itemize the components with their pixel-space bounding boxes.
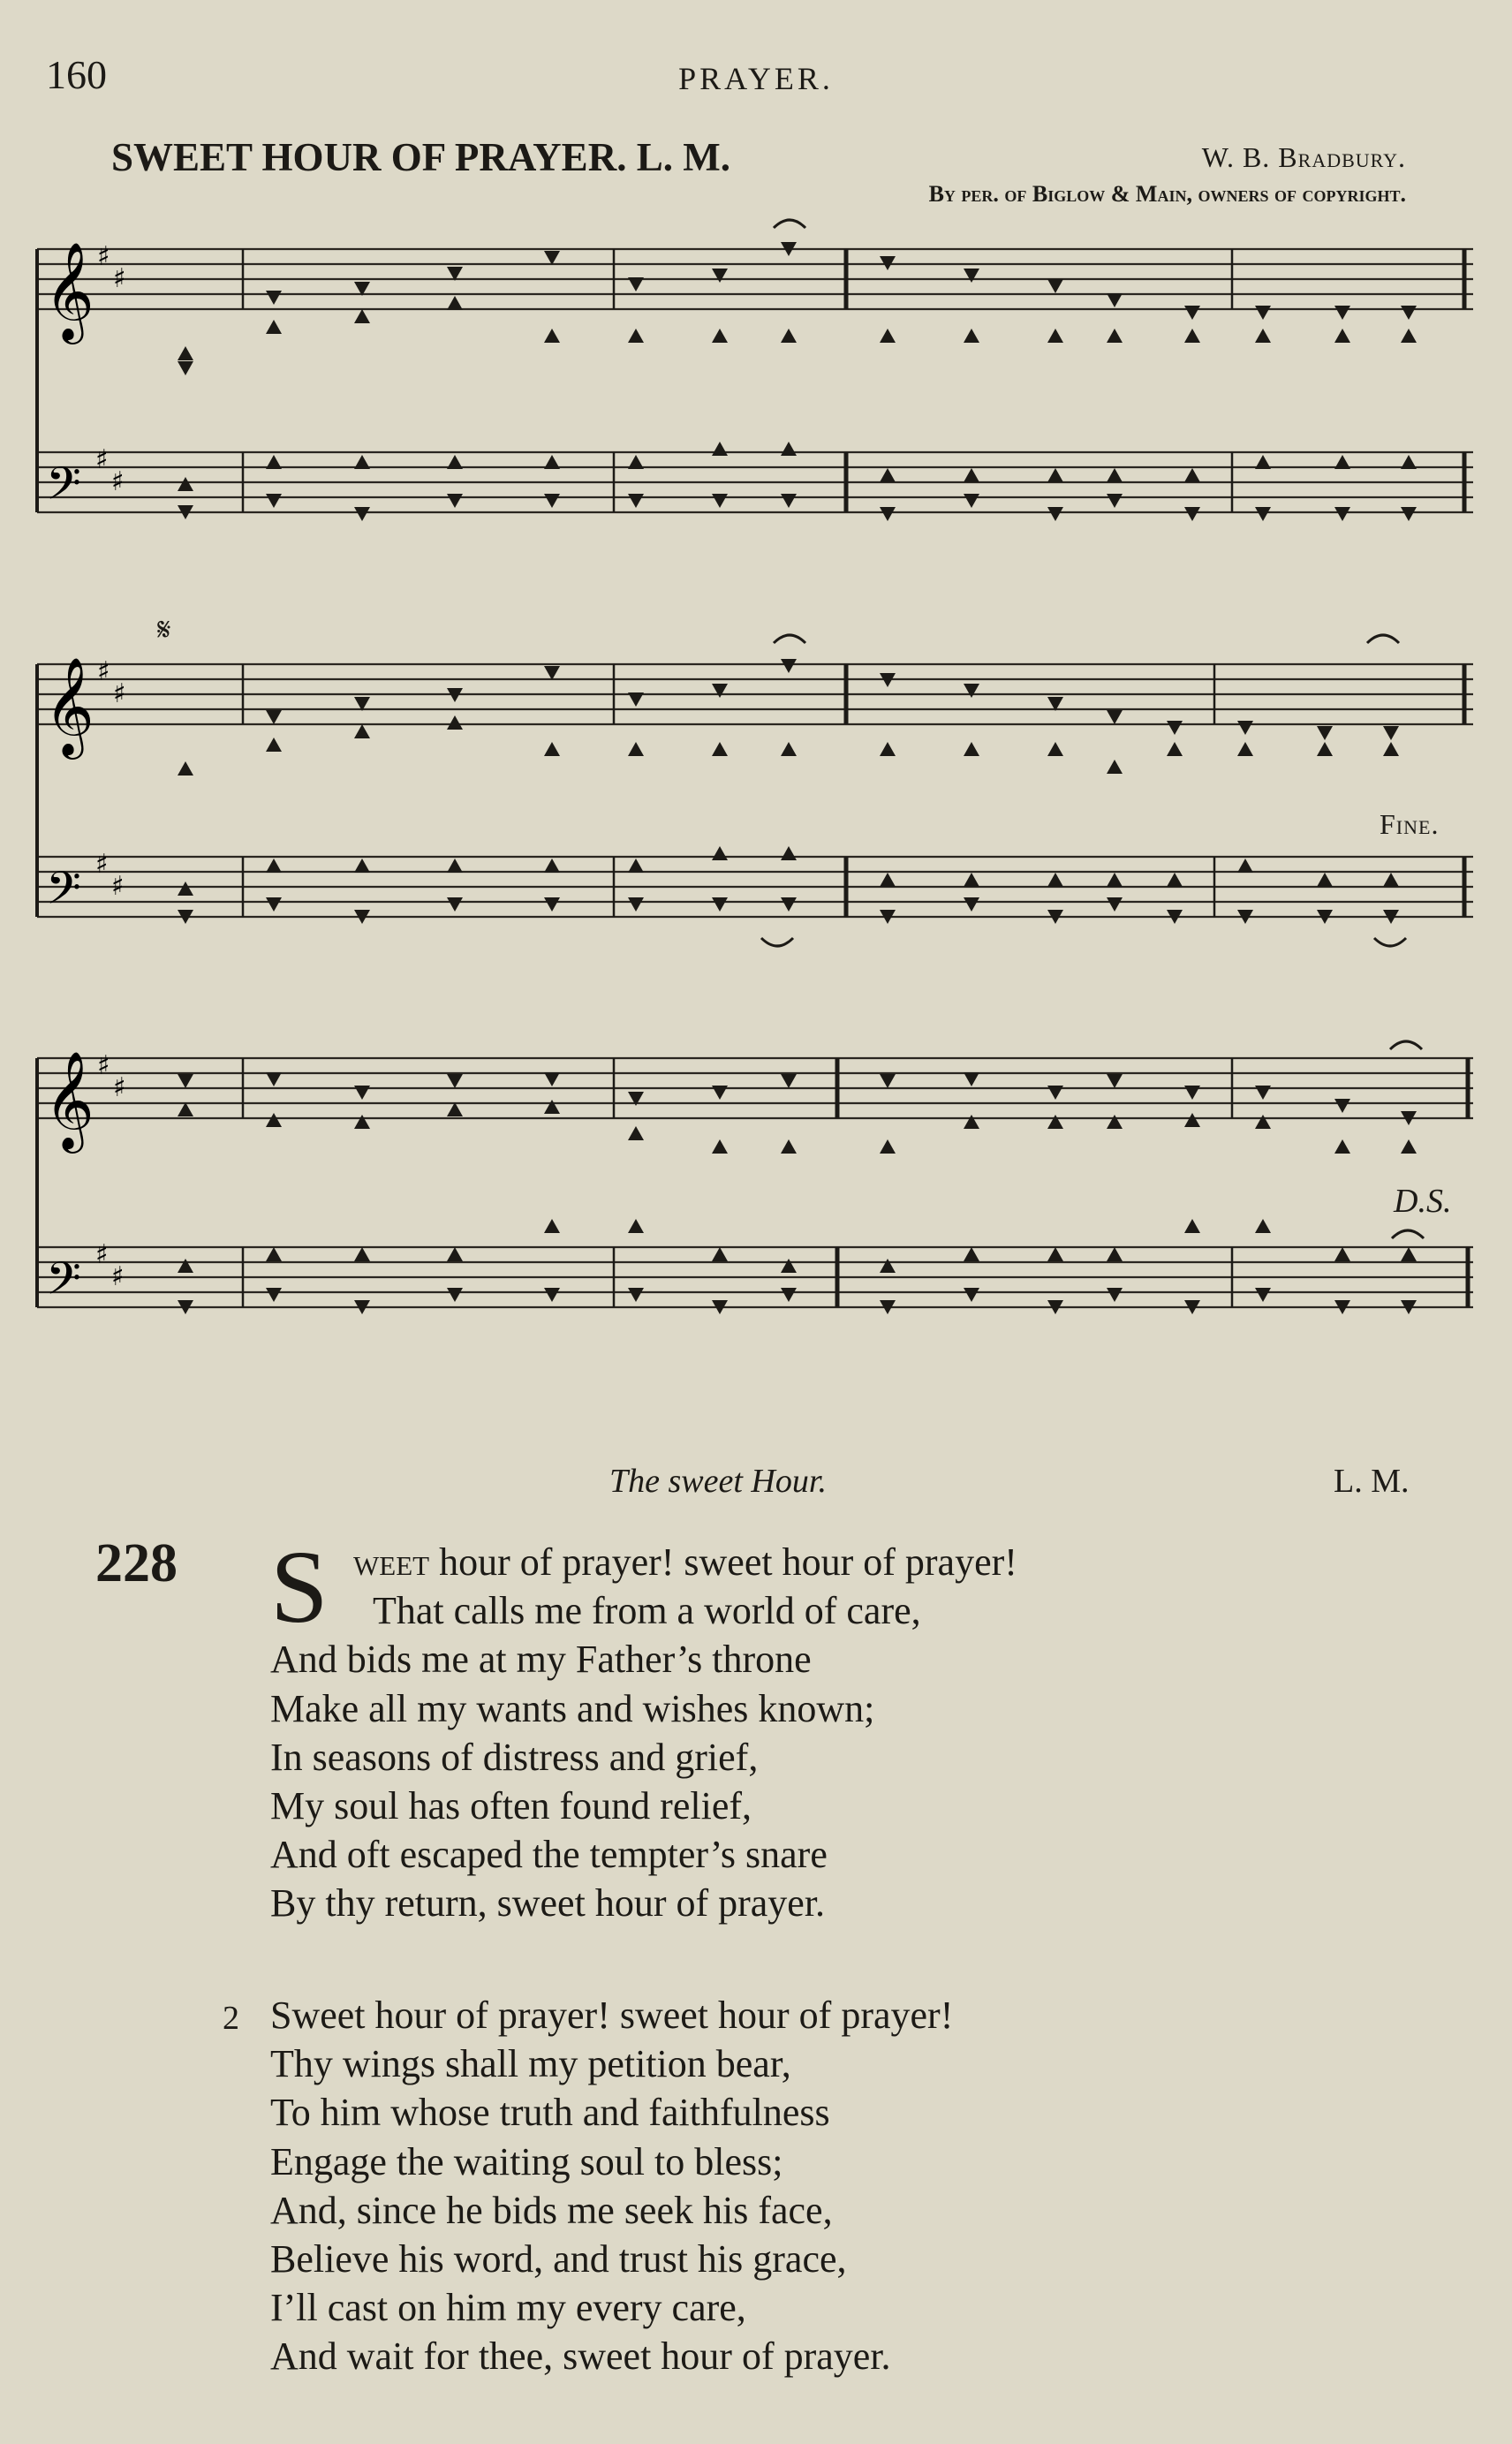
bass-clef-icon: 𝄢 xyxy=(46,457,81,521)
svg-text:♯: ♯ xyxy=(95,1239,109,1270)
fermata-icon xyxy=(774,220,805,228)
page-number: 160 xyxy=(46,52,107,97)
stanza-line: Make all my wants and wishes known; xyxy=(270,1686,875,1730)
stanza-line: By thy return, sweet hour of prayer. xyxy=(270,1881,826,1926)
svg-text:♯: ♯ xyxy=(111,871,125,902)
stanza-1 xyxy=(270,1538,1017,1928)
stanza-line: Thy wings shall my petition bear, xyxy=(270,2042,791,2086)
key-signature-icon xyxy=(95,1050,126,1292)
svg-text:♯: ♯ xyxy=(113,678,126,709)
bass-clef-icon: 𝄢 xyxy=(46,861,81,926)
fermata-icon xyxy=(1392,1230,1424,1238)
dal-segno-marking: D.S. xyxy=(1394,1183,1452,1220)
svg-text:♯: ♯ xyxy=(111,1261,125,1292)
stanza-line: I’ll cast on him my every care, xyxy=(270,2286,746,2330)
stanza-line: And bids me at my Father’s throne xyxy=(270,1638,812,1682)
notes-system-2 xyxy=(178,659,1399,924)
svg-text:♯: ♯ xyxy=(97,241,110,272)
treble-clef-icon: 𝄞 xyxy=(44,1050,94,1149)
notes-system-1 xyxy=(178,242,1417,521)
composer: W. B. Bradbury. xyxy=(1201,141,1406,173)
score-system-1 xyxy=(37,220,1473,521)
bass-staff-2 xyxy=(37,857,1473,917)
fermata-icon xyxy=(1374,938,1406,946)
svg-text:♯: ♯ xyxy=(111,466,125,497)
score-system-2 xyxy=(37,635,1473,946)
stanza-2 xyxy=(270,1991,953,2381)
svg-text:♯: ♯ xyxy=(97,1050,110,1081)
key-signature-icon xyxy=(95,656,126,902)
treble-clef-icon: 𝄞 xyxy=(44,656,94,755)
copyright-notice: By per. of Biglow & Main, owners of copyright. xyxy=(928,181,1406,207)
bass-staff-1 xyxy=(37,452,1473,512)
segno-icon: 𝄋 xyxy=(157,612,171,647)
stanza-line: And oft escaped the tempter’s snare xyxy=(270,1833,828,1877)
stanza-line: And, since he bids me seek his face, xyxy=(270,2188,833,2232)
fine-marking: Fine. xyxy=(1380,808,1440,840)
section-heading: PRAYER. xyxy=(678,61,834,96)
stanza-line: That calls me from a world of care, xyxy=(373,1589,921,1633)
stanza-line: In seasons of distress and grief, xyxy=(270,1735,759,1779)
stanza-line: To him whose truth and faithfulness xyxy=(270,2091,830,2135)
hymn-number: 228 xyxy=(95,1533,178,1593)
score-system-3 xyxy=(37,1041,1473,1316)
svg-text:♯: ♯ xyxy=(95,849,109,880)
treble-clef-icon: 𝄞 xyxy=(44,241,94,340)
fermata-icon xyxy=(1367,635,1399,643)
svg-text:♯: ♯ xyxy=(95,444,109,475)
tune-meter: L. M. xyxy=(636,135,730,179)
stanza-line: Engage the waiting soul to bless; xyxy=(270,2139,783,2183)
bass-staff-3 xyxy=(37,1247,1473,1307)
svg-text:♯: ♯ xyxy=(113,263,126,294)
stanza-line: My soul has often found relief, xyxy=(270,1784,752,1828)
treble-staff-2 xyxy=(37,664,1473,724)
fermata-icon xyxy=(1390,1041,1422,1049)
treble-staff-1 xyxy=(37,249,1473,309)
bass-clef-icon: 𝄢 xyxy=(46,1252,81,1316)
tune-name: SWEET HOUR OF PRAYER. xyxy=(111,135,627,179)
stanza-line: Sweet hour of prayer! sweet hour of prayer! xyxy=(270,1994,954,2037)
fermata-icon xyxy=(761,938,793,946)
hymn-subtitle: The sweet Hour. xyxy=(609,1463,827,1500)
fermata-icon xyxy=(774,635,805,643)
svg-text:♯: ♯ xyxy=(97,656,110,687)
stanza-line: And wait for thee, sweet hour of prayer. xyxy=(270,2334,891,2379)
verse-number: 2 xyxy=(223,2000,239,2037)
hymn-meter: L. M. xyxy=(1334,1463,1410,1500)
svg-text:♯: ♯ xyxy=(113,1072,126,1103)
stanza-line: weet hour of prayer! sweet hour of prayer! xyxy=(353,1540,1017,1584)
stanza-line: Believe his word, and trust his grace, xyxy=(270,2237,847,2281)
drop-cap: S xyxy=(270,1529,329,1645)
